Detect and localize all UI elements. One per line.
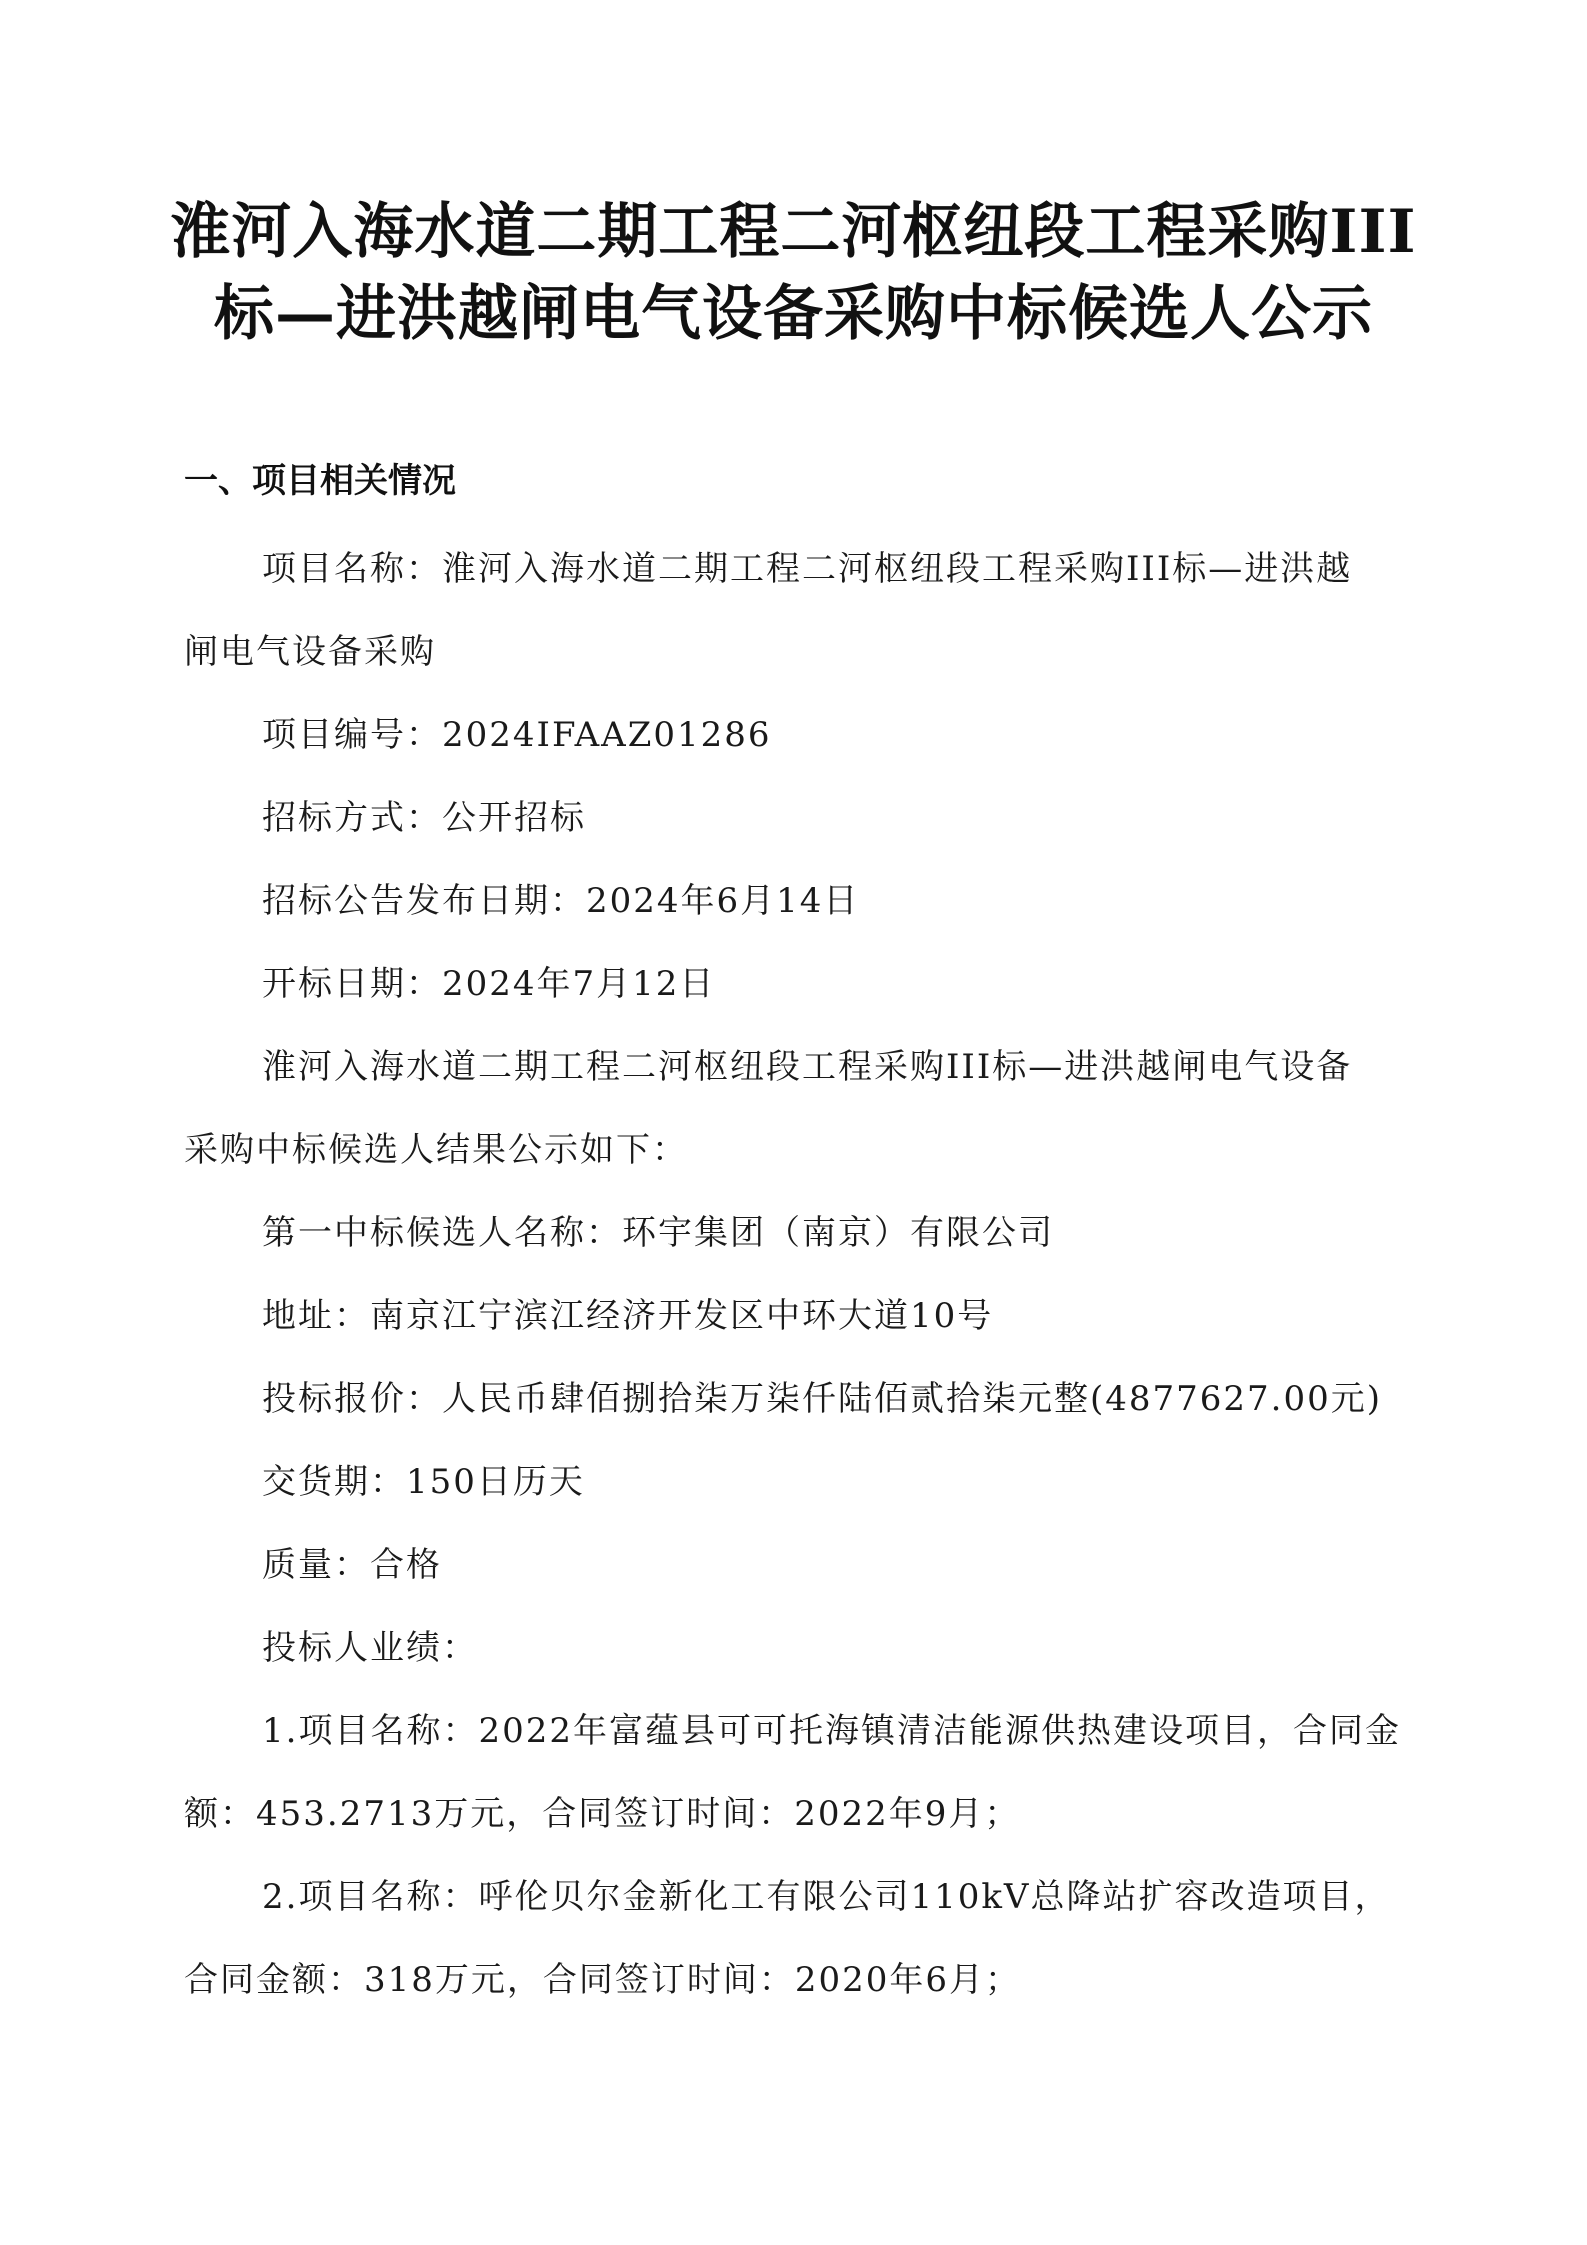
notice-date: 招标公告发布日期：2024年6月14日 [262,881,860,921]
performance-label: 投标人业绩： [262,1628,478,1668]
performance-2-line-1: 2.项目名称：呼伦贝尔金新化工有限公司110kV总降站扩容改造项目， [262,1877,1391,1917]
bid-price: 投标报价：人民币肆佰捌拾柒万柒仟陆佰贰拾柒元整(4877627.00元) [262,1379,1383,1419]
document-title-line-2: 标—进洪越闸电气设备采购中标候选人公示 [214,279,1373,349]
quality: 质量：合格 [262,1545,442,1585]
project-number: 项目编号：2024IFAAZ01286 [262,715,772,755]
section-heading: 一、项目相关情况 [184,461,456,501]
open-date: 开标日期：2024年7月12日 [262,964,716,1004]
result-intro-line-2: 采购中标候选人结果公示如下： [184,1130,688,1170]
performance-2-line-2: 合同金额：318万元，合同签订时间：2020年6月； [184,1960,1022,2000]
bid-method: 招标方式：公开招标 [262,798,586,838]
delivery-period: 交货期：150日历天 [262,1462,585,1502]
document-title-line-1: 淮河入海水道二期工程二河枢纽段工程采购III [170,197,1417,267]
candidate-address: 地址：南京江宁滨江经济开发区中环大道10号 [262,1296,994,1336]
performance-1-line-1: 1.项目名称：2022年富蕴县可可托海镇清洁能源供热建设项目，合同金 [262,1711,1401,1751]
project-name-line-2: 闸电气设备采购 [184,632,436,672]
candidate-name: 第一中标候选人名称：环宇集团（南京）有限公司 [262,1213,1054,1253]
project-name-line-1: 项目名称：淮河入海水道二期工程二河枢纽段工程采购III标—进洪越 [262,549,1353,589]
result-intro-line-1: 淮河入海水道二期工程二河枢纽段工程采购III标—进洪越闸电气设备 [262,1047,1353,1087]
performance-1-line-2: 额：453.2713万元，合同签订时间：2022年9月； [184,1794,1021,1834]
